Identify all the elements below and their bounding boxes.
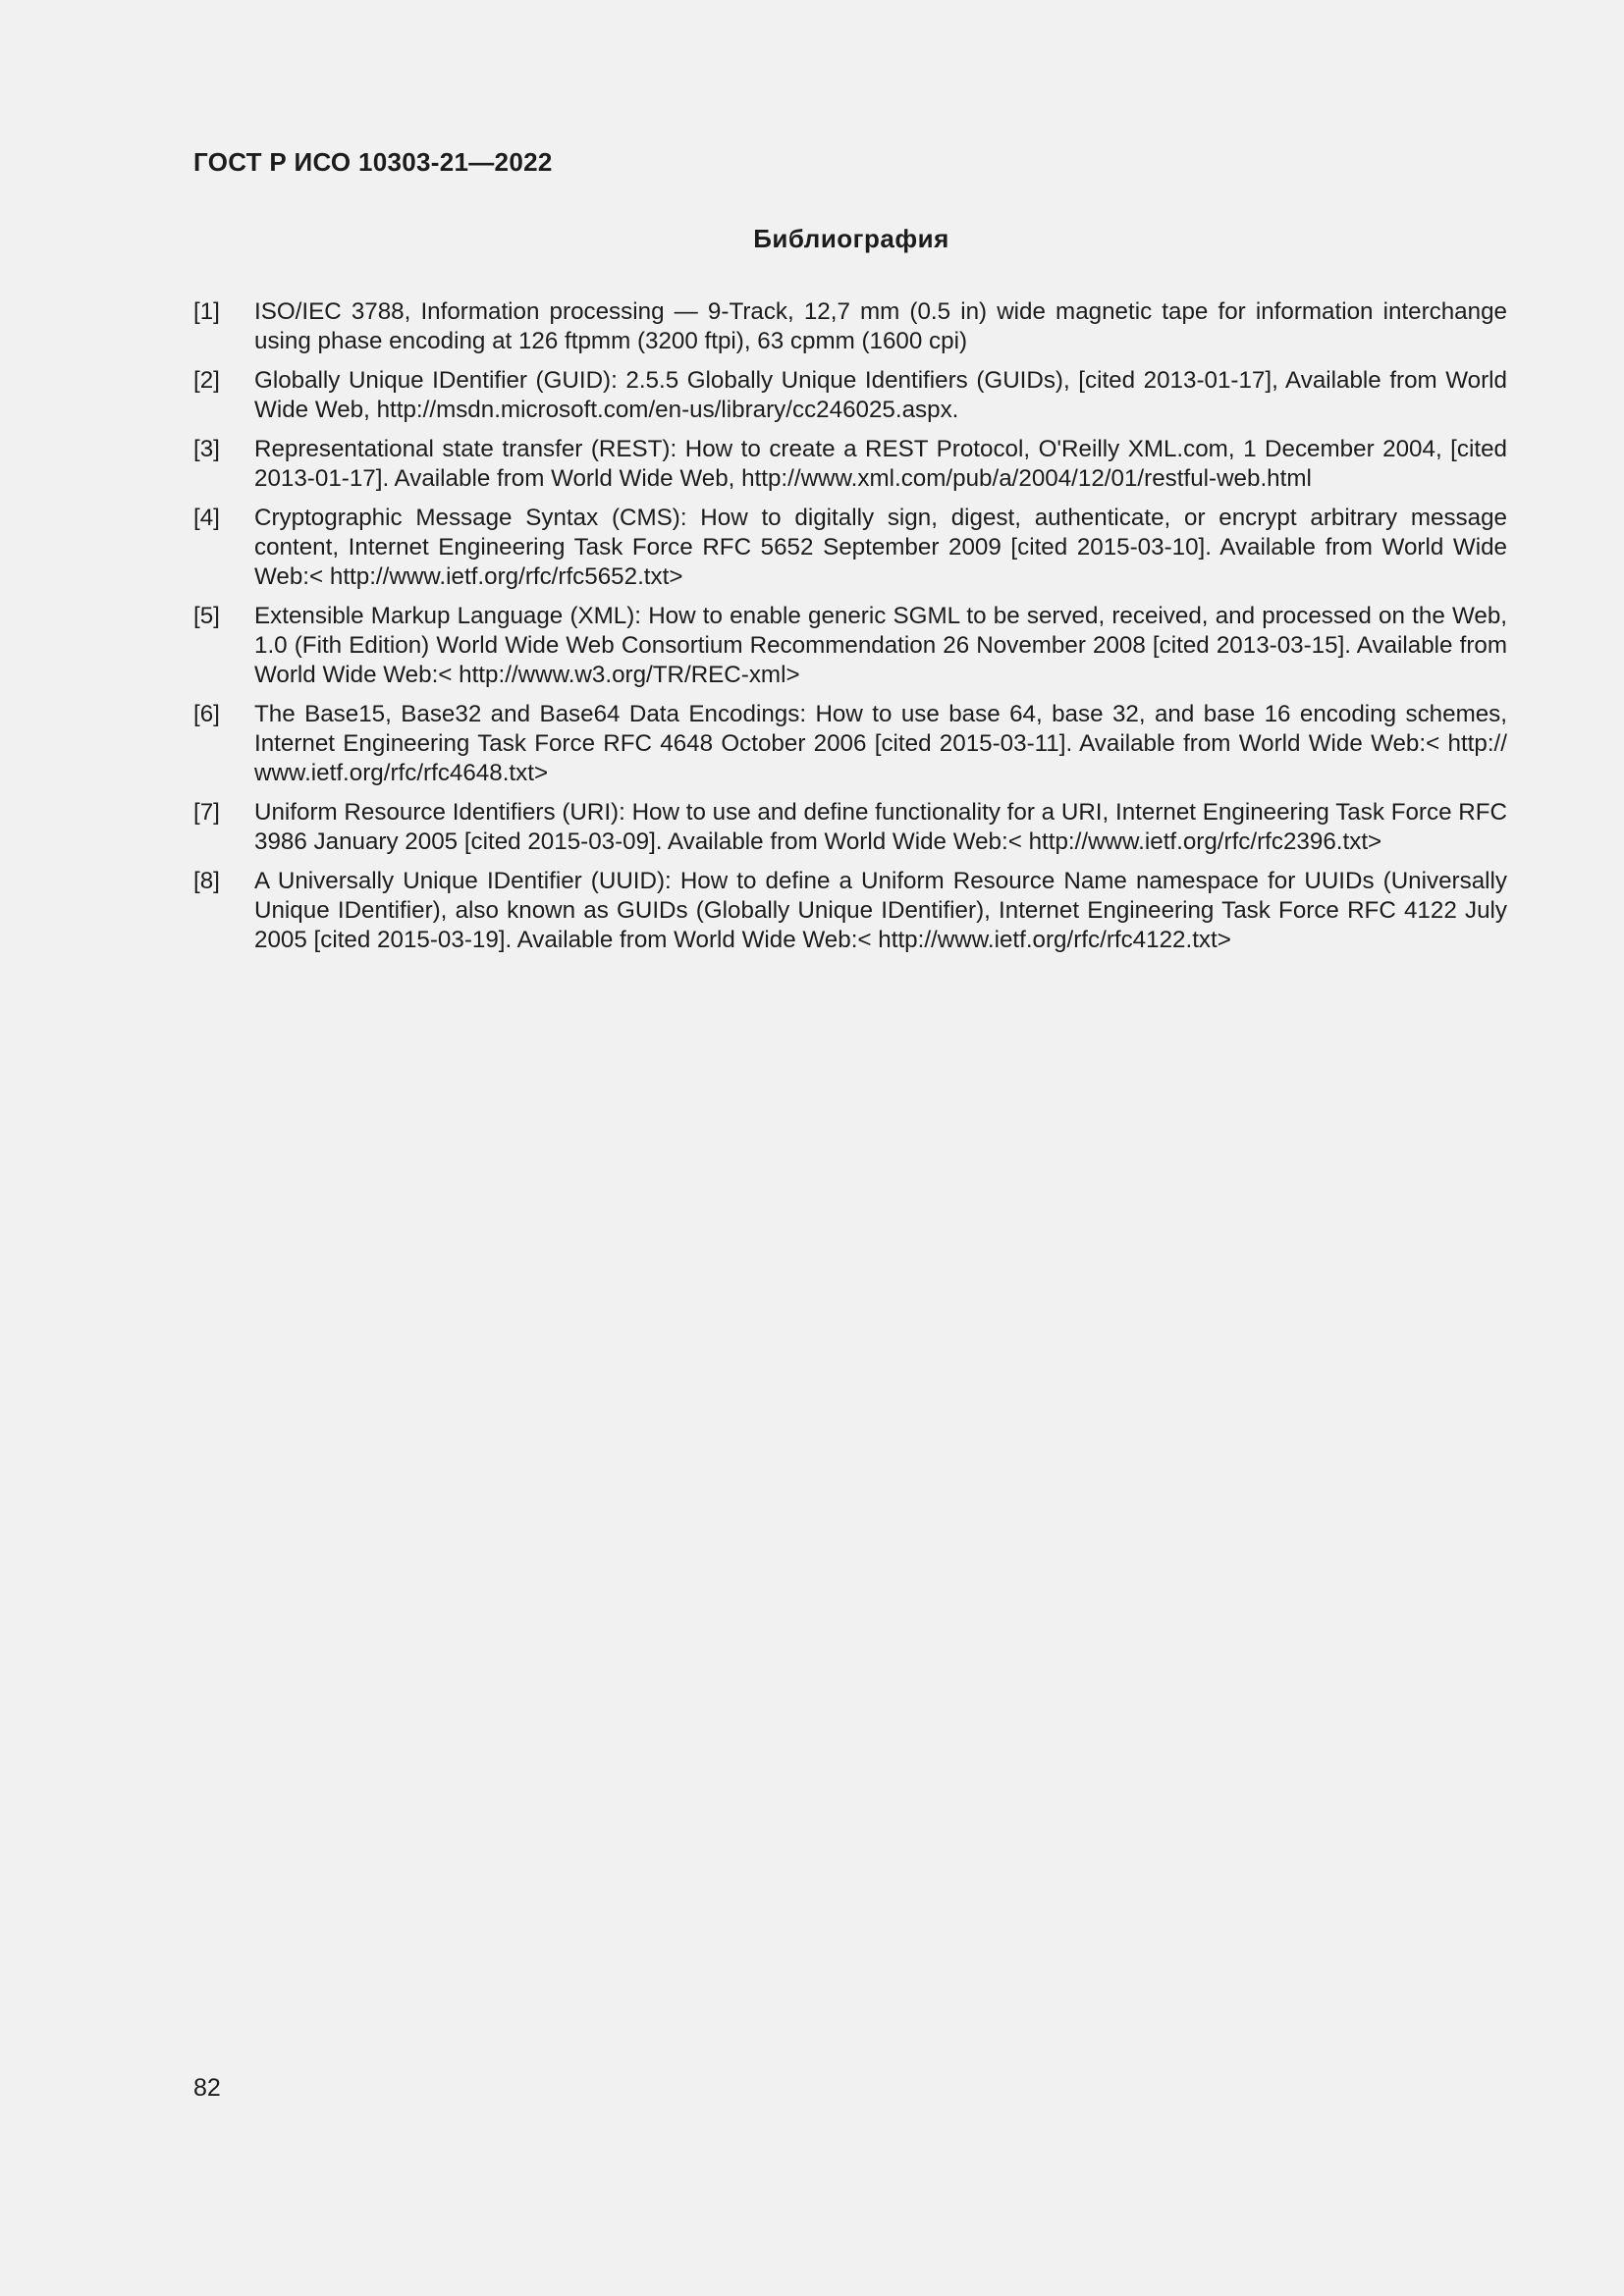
reference-number: [5]	[193, 603, 220, 629]
reference-number: [2]	[193, 367, 220, 394]
bibliography-list	[193, 297, 1507, 965]
bibliography-entry	[193, 602, 1507, 690]
bibliography-entry	[193, 366, 1507, 425]
bibliography-entry	[193, 798, 1507, 857]
bibliography-entry	[193, 435, 1507, 494]
reference-number: [8]	[193, 868, 220, 894]
bibliography-entry	[193, 504, 1507, 592]
reference-text: Representational state transfer (REST): How to create a REST Protocol, O'Reilly XML.com, 1 December 2004, [cited 2013-01-17]. Available from World Wide Web, http://www.xml.com/pub/a/2004/12/01/restful-web.html	[254, 436, 1507, 492]
bibliography-entry	[193, 700, 1507, 788]
reference-text: Uniform Resource Identifiers (URI): How to use and define functionality for a URI, Internet Engineering Task Force RFC 3986 January 2005 [cited 2015-03-09]. Available from World Wide Web:< http://www.ietf.org/rfc/rfc2396.txt>	[254, 799, 1507, 855]
reference-text: Globally Unique IDentifier (GUID): 2.5.5 Globally Unique Identifiers (GUIDs), [cited 2013-01-17], Available from World Wide Web, http://msdn.microsoft.com/en-us/library/cc246025.aspx.	[254, 367, 1507, 423]
document-header-code: ГОСТ Р ИСО 10303-21—2022	[193, 147, 553, 177]
reference-number: [4]	[193, 505, 220, 531]
bibliography-entry	[193, 867, 1507, 955]
reference-text: Cryptographic Message Syntax (CMS): How to digitally sign, digest, authenticate, or encrypt arbitrary message content, Internet Engineering Task Force RFC 5652 September 2009 [cited 2015-03-10]. Available from World Wide Web:< http://www.ietf.org/rfc/rfc5652.txt>	[254, 505, 1507, 590]
reference-text: Extensible Markup Language (XML): How to enable generic SGML to be served, received, and processed on the Web, 1.0 (Fith Edition) World Wide Web Consortium Recommendation 26 November 2008 [cited 2013-03-15]. Available from World Wide Web:< http://www.w3.org/TR/REC-xml>	[254, 603, 1507, 688]
reference-number: [6]	[193, 701, 220, 727]
bibliography-entry	[193, 297, 1507, 356]
reference-number: [3]	[193, 436, 220, 462]
reference-text: A Universally Unique IDentifier (UUID): How to define a Uniform Resource Name namespace for UUIDs (Universally Unique IDentifier), also known as GUIDs (Globally Unique IDentifier), Internet Engineering Task Force RFC 4122 July 2005 [cited 2015-03-19]. Available from World Wide Web:< http://www.ietf.org/rfc/rfc4122.txt>	[254, 868, 1507, 953]
reference-number: [1]	[193, 298, 220, 325]
section-title: Библиография	[753, 224, 949, 253]
reference-text: The Base15, Base32 and Base64 Data Encodings: How to use base 64, base 32, and base 16 encoding schemes, Internet Engineering Task Force RFC 4648 October 2006 [cited 2015-03-11]. Available from World Wide Web:< http:// www.ietf.org/rfc/rfc4648.txt>	[254, 701, 1507, 786]
page-number: 82	[193, 2074, 221, 2102]
reference-number: [7]	[193, 799, 220, 826]
reference-text: ISO/IEC 3788, Information processing — 9-Track, 12,7 mm (0.5 in) wide magnetic tape for information interchange using phase encoding at 126 ftpmm (3200 ftpi), 63 cpmm (1600 cpi)	[254, 298, 1507, 354]
